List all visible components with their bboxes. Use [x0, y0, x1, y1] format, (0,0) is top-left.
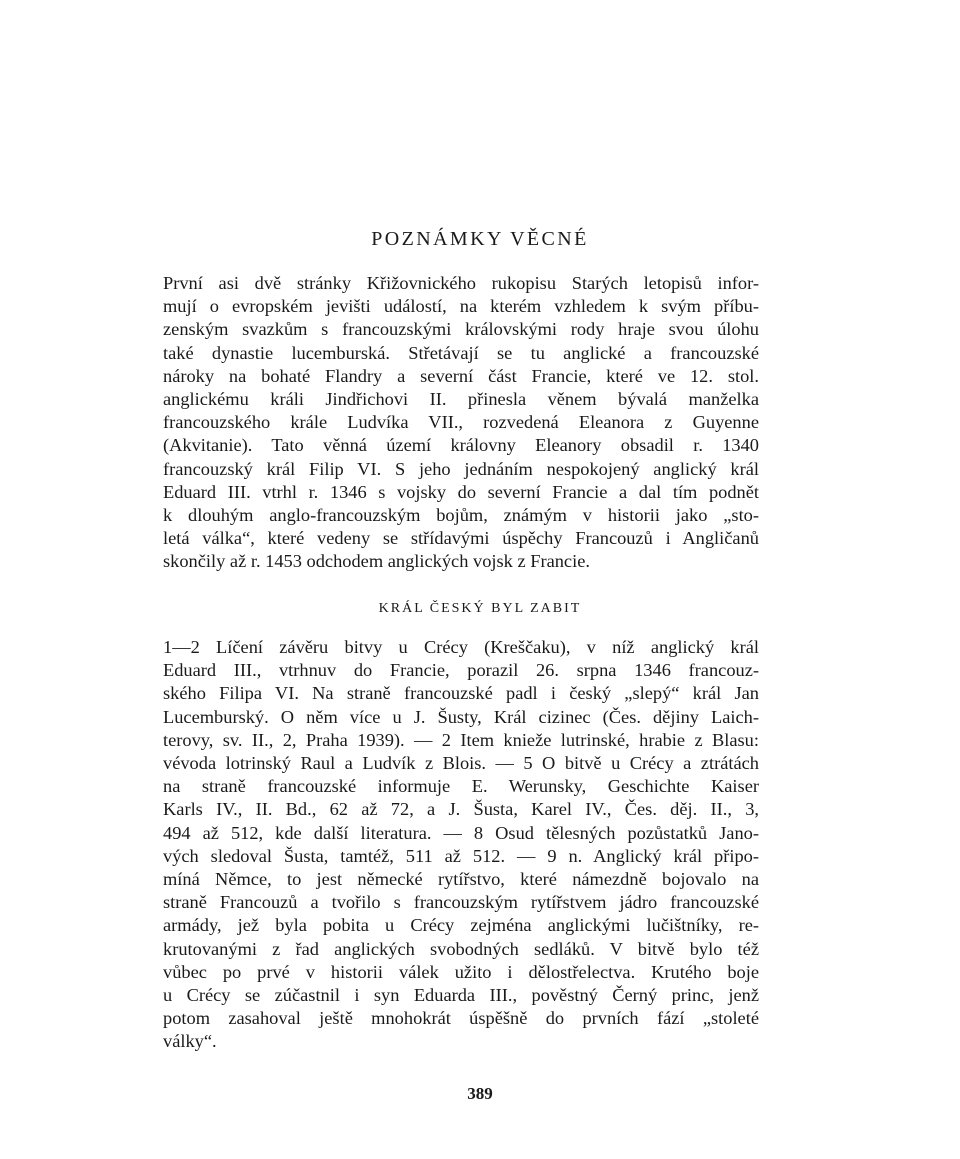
text-line: mují o evropském jevišti událostí, na kterém vzhledem k svým příbu- [163, 296, 759, 317]
text-line: vých sledoval Šusta, tamtéž, 511 až 512. — 9 n. Anglický král připo- [163, 845, 759, 866]
text-line: (Akvitanie). Tato věnná území královny Eleanory obsadil r. 1340 [163, 435, 759, 456]
text-line: vévoda lotrinský Raul a Ludvík z Blois. — 5 O bitvě u Crécy a ztrátách [163, 753, 759, 774]
text-line: letá válka“, které vedeny se střídavými úspěchy Francouzů i Angličanů [163, 528, 759, 549]
text-line: 494 až 512, kde další literatura. — 8 Osud tělesných pozůstatků Jano- [163, 822, 759, 843]
notes-paragraph [163, 636, 759, 1054]
text-line: francouzského krále Ludvíka VII., rozvedená Eleanora z Guyenne [163, 412, 759, 433]
text-line: vůbec po prvé v historii válek užito i dělostřelectva. Krutého boje [163, 961, 759, 982]
text-line: Lucemburský. O něm více u J. Šusty, Král cizinec (Čes. dějiny Laich- [163, 706, 759, 727]
text-line: krutovanými z řad anglických svobodných sedláků. V bitvě bylo též [163, 938, 759, 959]
page-title: POZNÁMKY VĚCNÉ [371, 228, 589, 250]
text-line: Karls IV., II. Bd., 62 až 72, a J. Šusta, Karel IV., Čes. děj. II., 3, [163, 799, 759, 820]
text-line: Eduard III. vtrhl r. 1346 s vojsky do severní Francie a dal tím podnět [163, 481, 759, 502]
text-line: nároky na bohaté Flandry a severní část Francie, které ve 12. stol. [163, 365, 759, 386]
text-line: k dlouhým anglo-francouzským bojům, známým v historii jako „sto- [163, 505, 759, 526]
text-line: zenským svazkům s francouzskými královskými rody hraje svou úlohu [163, 319, 759, 340]
text-line: straně Francouzů a tvořilo s francouzským rytířstvem jádro francouzské [163, 892, 759, 913]
text-line: války“. [163, 1031, 217, 1052]
intro-paragraph [163, 272, 759, 574]
text-line: anglickému králi Jindřichovi II. přinesla věnem bývalá manželka [163, 389, 759, 410]
text-line: 1—2 Líčení závěru bitvy u Crécy (Kreščaku), v níž anglický král [163, 637, 759, 657]
section-heading: KRÁL ČESKÝ BYL ZABIT [378, 601, 582, 616]
text-line: skončily až r. 1453 odchodem anglických vojsk z Francie. [163, 551, 590, 572]
text-line: terovy, sv. II., 2, Praha 1939). — 2 Item knieže lutrinské, hrabie z Blasu: [163, 729, 759, 750]
page-number: 389 [467, 1084, 493, 1103]
text-line: také dynastie lucemburská. Střetávají se tu anglické a francouzské [163, 342, 759, 363]
text-line: armády, jež byla pobita u Crécy zejména anglickými lučištníky, re- [163, 915, 759, 936]
text-line: ského Filipa VI. Na straně francouzské padl i český „slepý“ král Jan [163, 683, 759, 704]
text-line: První asi dvě stránky Křižovnického rukopisu Starých letopisů infor- [163, 273, 759, 293]
text-line: na straně francouzské informuje E. Werunsky, Geschichte Kaiser [163, 776, 759, 797]
text-line: míná Němce, to jest německé rytířstvo, které námezdně bojovalo na [163, 869, 759, 890]
text-line: potom zasahoval ještě mnohokrát úspěšně do prvních fází „stoleté [163, 1008, 759, 1029]
text-line: Eduard III., vtrhnuv do Francie, porazil 26. srpna 1346 francouz- [163, 660, 759, 681]
text-line: francouzský král Filip VI. S jeho jednáním nespokojený anglický král [163, 458, 759, 479]
text-line: u Crécy se zúčastnil i syn Eduarda III., pověstný Černý princ, jenž [163, 985, 759, 1006]
